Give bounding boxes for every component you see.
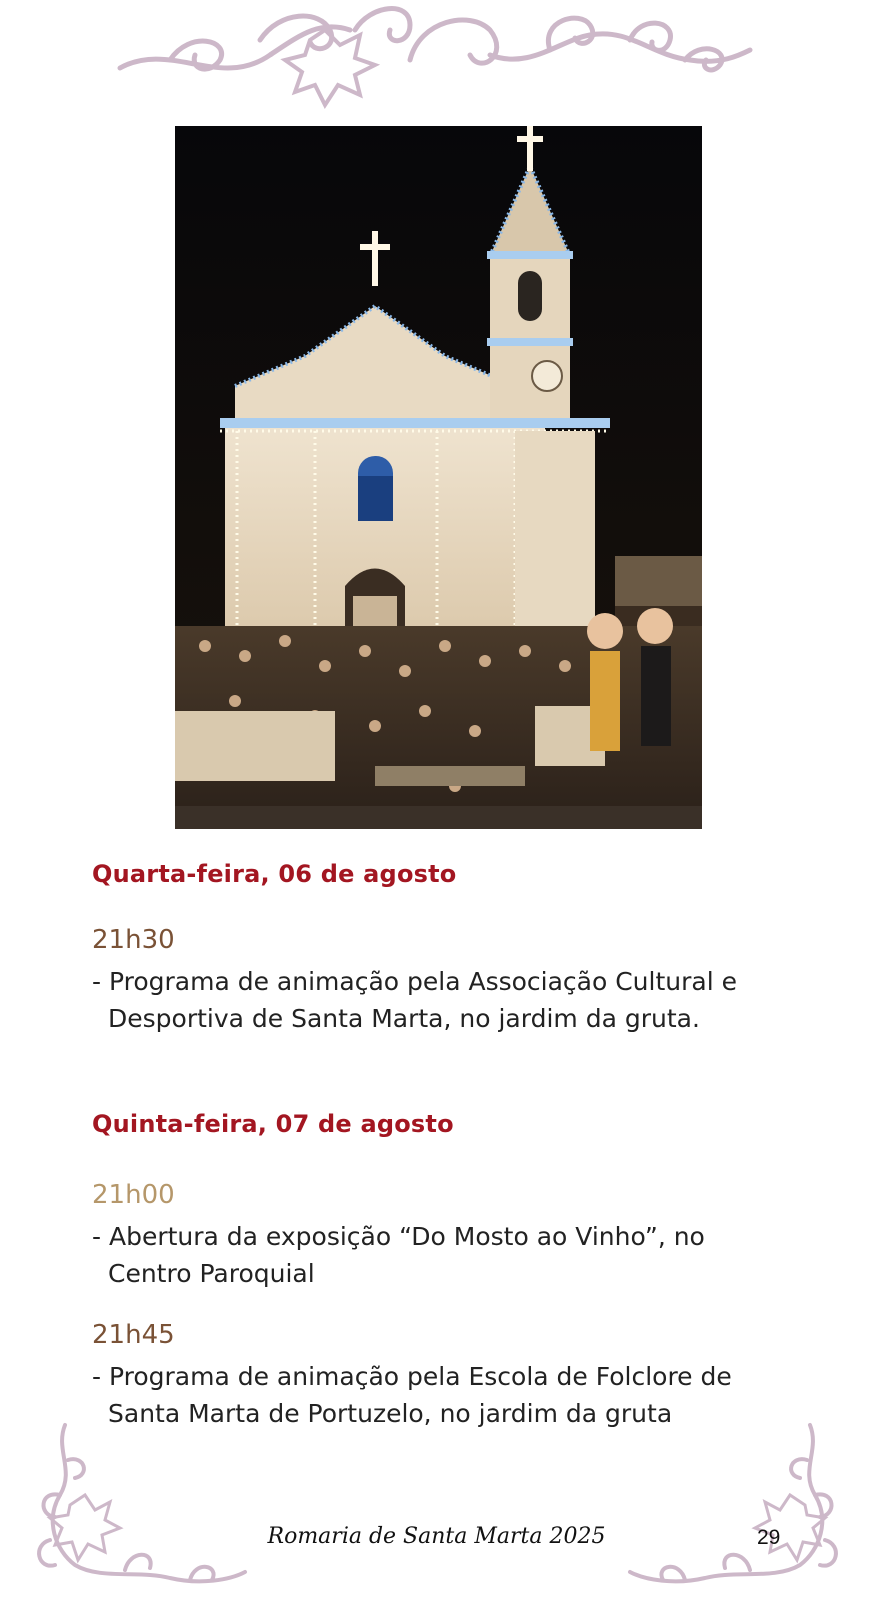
event-description-line: Desportiva de Santa Marta, no jardim da gruta. bbox=[108, 1004, 700, 1033]
page-number: 29 bbox=[757, 1526, 781, 1549]
event-description-line: Centro Paroquial bbox=[108, 1259, 315, 1288]
event-time: 21h00 bbox=[92, 1180, 175, 1210]
church-photo bbox=[175, 126, 702, 829]
church-night-photo-icon bbox=[175, 126, 702, 829]
event-description-line: - Programa de animação pela Escola de Folclore de bbox=[92, 1362, 732, 1391]
day-heading: Quinta-feira, 07 de agosto bbox=[92, 1110, 454, 1138]
event-time: 21h45 bbox=[92, 1320, 175, 1350]
vine-ornament-bottom-right bbox=[615, 1420, 845, 1595]
day-heading: Quarta-feira, 06 de agosto bbox=[92, 860, 457, 888]
vine-ornament-bottom-left bbox=[30, 1420, 260, 1595]
event-description bbox=[92, 1218, 812, 1292]
event-description-line: Santa Marta de Portuzelo, no jardim da gruta bbox=[108, 1399, 673, 1428]
event-description-line: - Programa de animação pela Associação Cultural e bbox=[92, 967, 737, 996]
vine-ornament-top bbox=[110, 0, 760, 120]
event-time: 21h30 bbox=[92, 925, 175, 955]
footer-title: Romaria de Santa Marta 2025 bbox=[267, 1524, 606, 1549]
event-description bbox=[92, 963, 812, 1037]
event-description-line: - Abertura da exposição “Do Mosto ao Vinho”, no bbox=[92, 1222, 705, 1251]
